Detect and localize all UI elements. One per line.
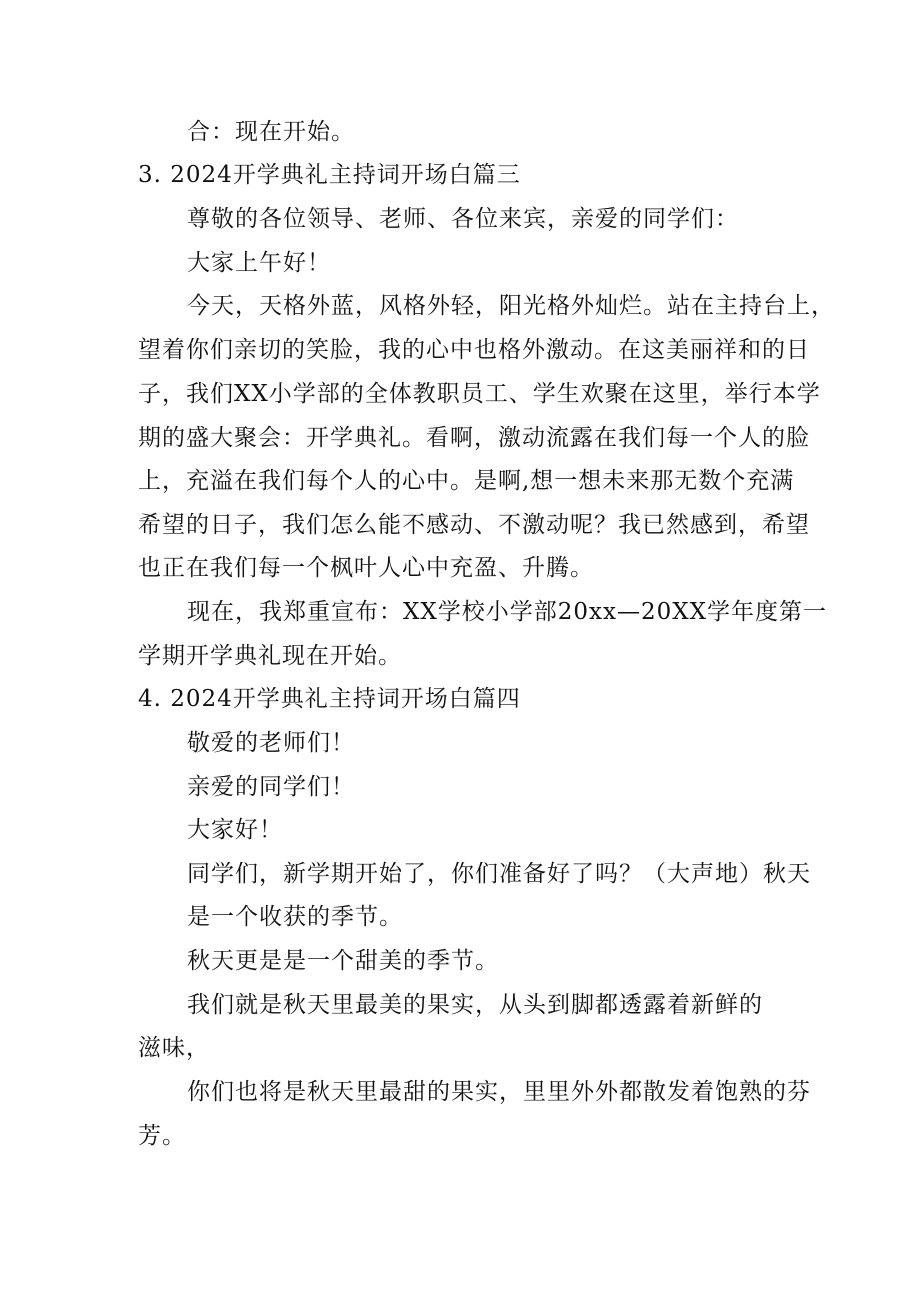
paragraph-line: 现在，我郑重宣布：XX学校小学部20xx—20XX学年度第一 (187, 599, 827, 625)
section-heading: 3. 2024开学典礼主持词开场白篇三 (138, 162, 521, 188)
paragraph-line: 尊敬的各位领导、老师、各位来宾，亲爱的同学们： (187, 206, 739, 232)
paragraph-line: 亲爱的同学们！ (187, 774, 355, 800)
paragraph-line: 子，我们XX小学部的全体教职员工、学生欢聚在这里，举行本学 (138, 381, 821, 407)
paragraph-line: 秋天更是是一个甜美的季节。 (187, 948, 499, 974)
paragraph-line: 滋味， (138, 1035, 210, 1061)
paragraph-line: 希望的日子，我们怎么能不感动、不激动呢？我已然感到，希望 (138, 512, 810, 538)
paragraph-line: 望着你们亲切的笑脸，我的心中也格外激动。在这美丽祥和的日 (138, 337, 810, 363)
paragraph-line: 合：现在开始。 (187, 119, 355, 145)
paragraph-line: 是一个收获的季节。 (187, 904, 403, 930)
paragraph-line: 你们也将是秋天里最甜的果实，里里外外都散发着饱熟的芬 (187, 1079, 811, 1105)
paragraph-line: 也正在我们每一个枫叶人心中充盈、升腾。 (138, 555, 594, 581)
paragraph-line: 芳。 (138, 1123, 186, 1149)
paragraph-line: 上，充溢在我们每个人的心中。是啊,想一想未来那无数个充满 (138, 468, 795, 494)
paragraph-line: 大家上午好！ (187, 250, 331, 276)
section-heading: 4. 2024开学典礼主持词开场白篇四 (138, 686, 521, 712)
paragraph-line: 期的盛大聚会：开学典礼。看啊，激动流露在我们每一个人的脸 (138, 425, 810, 451)
paragraph-line: 今天，天格外蓝，风格外轻，阳光格外灿烂。站在主持台上， (187, 293, 835, 319)
paragraph-line: 同学们，新学期开始了，你们准备好了吗？（大声地）秋天 (187, 861, 811, 887)
paragraph-line: 我们就是秋天里最美的果实，从头到脚都透露着新鲜的 (187, 992, 763, 1018)
paragraph-line: 大家好！ (187, 817, 283, 843)
paragraph-line: 敬爱的老师们！ (187, 730, 355, 756)
paragraph-line: 学期开学典礼现在开始。 (138, 643, 402, 669)
